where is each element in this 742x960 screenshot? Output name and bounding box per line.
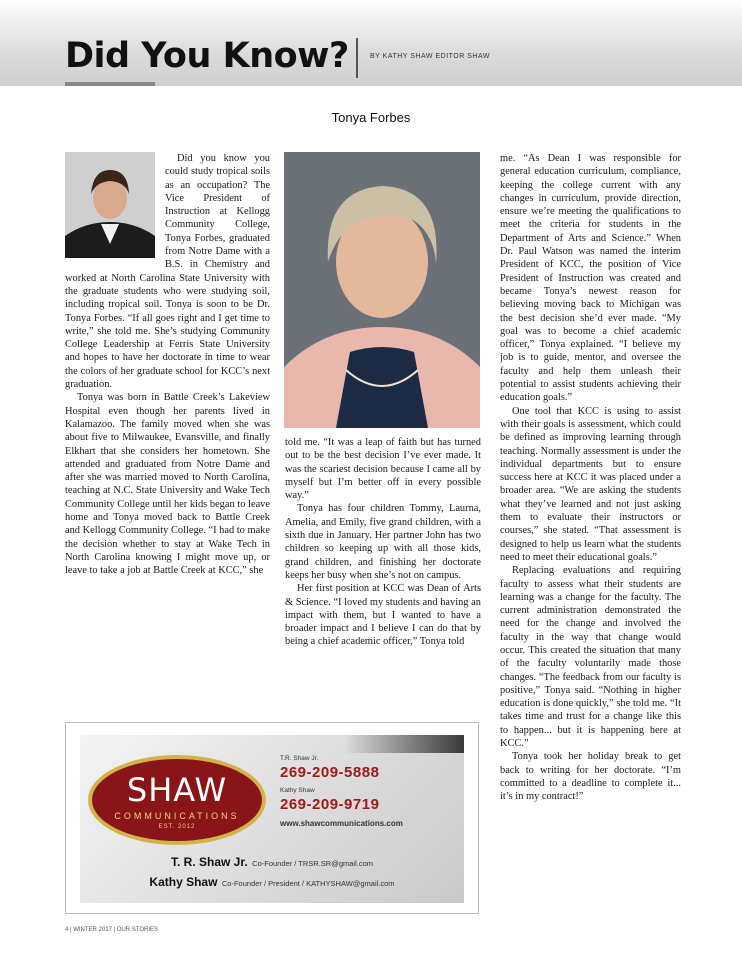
title-underline bbox=[65, 82, 155, 86]
article-column-1 bbox=[65, 152, 270, 712]
person-2-detail: Co-Founder / President / KATHYSHAW@gmail.com bbox=[221, 879, 395, 888]
person-2-name: Kathy Shaw bbox=[149, 875, 218, 889]
logo-name: SHAW bbox=[126, 771, 228, 809]
article-column-3 bbox=[500, 152, 681, 922]
contact-phone-2: 269-209-9719 bbox=[280, 796, 380, 813]
paragraph: One tool that KCC is using to assist with their goals is assessment, which could be defined as improving learning through teaching. Normally assessment is under the individual departments but to ensure success here at KCC it was placed under a broader area. “We are asking the students what they’ve learned and not just asking them to evaluate their instructors or courses,” she stated. “That assessment is designed to help us learn what the students need to meet their educational goals.” bbox=[500, 405, 681, 563]
person-1-name: T. R. Shaw Jr. bbox=[171, 855, 248, 869]
advertisement bbox=[65, 722, 479, 914]
person-2 bbox=[80, 873, 464, 891]
paragraph: told me. “It was a leap of faith but has turned out to be the best decision I’ve ever made. It was the scariest decision because I came all by myself but I’m better off in every possible way.” bbox=[285, 437, 481, 502]
ad-card bbox=[80, 735, 464, 903]
contact-phone-1: 269-209-5888 bbox=[280, 764, 380, 781]
paragraph: Her first position at KCC was Dean of Arts & Science. “I loved my students and having an impact with them, but I wanted to have a broader impact and I believe I can do that by being a chief academic officer,” Tonya told bbox=[285, 583, 481, 648]
paragraph: Did you know you could study tropical soils as an occupation? The Vice President of Instruction at Kellogg Community College, Tonya Forbes, graduated from Notre Dame with a B.S. in Chemistry and worked at North Carolina State University with the graduate students who were studying soil, including tropical soil. Tonya is soon to be Dr. Tonya Forbes. “If all goes right and I get time to write,” she told me. She’s studying Community College Leadership at Ferris State University and hopes to have her doctorate in time to wear the colors of her graduate school for KCC’s next graduation. bbox=[65, 153, 270, 391]
person-1-detail: Co-Founder / TRSR.SR@gmail.com bbox=[252, 859, 373, 868]
shaw-logo bbox=[88, 755, 266, 845]
logo-subtitle: COMMUNICATIONS bbox=[114, 811, 240, 821]
headshot-photo bbox=[65, 152, 155, 258]
person-1 bbox=[80, 853, 464, 871]
article-subject: Tonya Forbes bbox=[331, 110, 411, 125]
paragraph: Tonya took her holiday break to get back to writing for her doctorate. “I’m committed to a deadline to complete it... it’s in my contract!” bbox=[500, 751, 681, 803]
logo-established: EST. 2012 bbox=[158, 824, 196, 830]
article-column-2 bbox=[285, 436, 481, 716]
paragraph: Replacing evaluations and requiring faculty to assess what their students are learning was a change for the faculty. The current administration demonstrated the need for the change and involved the faculty in the way that change would occur. This created the situation that many of the faculty voluntarily made those changes. “The feedback from our faculty is positive,” Tonya said. “Nothing in higher education is done quickly,” she told me. “It takes time and trust for a change like this to happen... but it is happening here at KCC.” bbox=[500, 565, 681, 750]
ad-stripe bbox=[344, 735, 464, 753]
portrait-photo bbox=[284, 152, 480, 428]
paragraph: Tonya was born in Battle Creek’s Lakeview Hospital even though her parents lived in Kalamazoo. The family moved when she was about five to Milwaukee, Evansville, and finally Elkhart that she considers her hometown. She attended and graduated from Notre Dame and after she was married moved to North Carolina, teaching at N.C. State University and Wake Tech Community College until her kids began to leave home and Tonya moved back to Battle Creek and Kellogg Community College. “I had to make the decision whether to stay at Wake Tech in North Carolina knowing I might move up, or leave to take a job at Battle Creek at KCC,” she bbox=[65, 392, 270, 577]
page-footer: 4 | WINTER 2017 | OUR STORIES bbox=[65, 927, 159, 933]
paragraph: Tonya has four children Tommy, Laurna, Amelia, and Emily, five grand children, with a sixth due in January. Her partner John has two children so keeping up with all those kids, grand children, and finishing her doctorate keeps her busy when she’s not on campus. bbox=[285, 503, 481, 581]
title-divider bbox=[356, 38, 358, 78]
byline: BY KATHY SHAW EDITOR SHAW bbox=[370, 53, 490, 60]
contact-label-2: Kathy Shaw bbox=[280, 787, 315, 794]
paragraph: me. “As Dean I was responsible for general education curriculum, compliance, keeping the college current with any changes in curriculum, provide direction, ensure we’re meeting the qualifications to meet the criteria for students in the Department of Arts and Science.” When Dr. Paul Watson was named the interim President of KCC, the position of Vice President of Instruction was created and became Tonya’s newest reason for believing moving back to Michigan was the best decision she’d ever made. “My goal was to become a chief academic officer,” Tonya explained. “I believe my job is to guide, mentor, and oversee the faculty and help them unleash their potential to assist students achieving their education goals.” bbox=[500, 153, 681, 404]
page-title: Did You Know? bbox=[65, 36, 349, 76]
contact-label-1: T.R. Shaw Jr. bbox=[280, 755, 319, 762]
contact-website: www.shawcommunications.com bbox=[280, 819, 403, 828]
